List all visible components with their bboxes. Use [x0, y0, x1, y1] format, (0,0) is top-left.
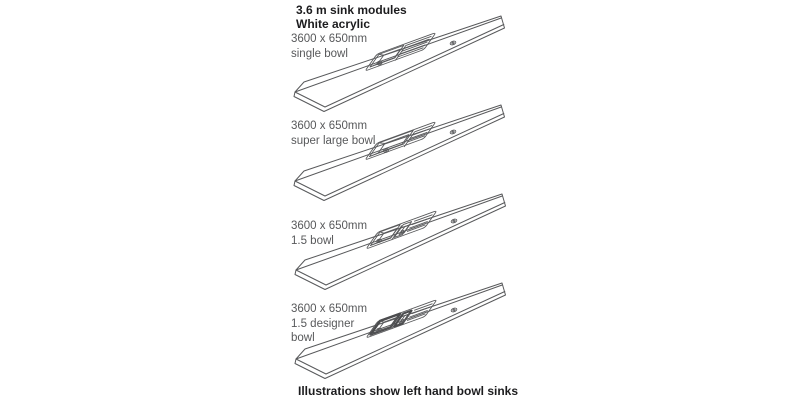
worktop-back-edge — [295, 107, 501, 181]
illustration-one-and-half-bowl — [295, 192, 510, 294]
illustration-single-bowl — [294, 14, 509, 116]
module-2-size: 3600 x 650mm — [291, 120, 368, 132]
illustration-super-large-bowl — [294, 103, 509, 205]
worktop-outline — [295, 283, 506, 379]
module-4-size: 3600 x 650mm — [291, 303, 368, 315]
worktop-back-edge — [295, 18, 501, 92]
module-4-type-line2: bowl — [291, 332, 315, 344]
footer-caption: Illustrations show left hand bowl sinks — [298, 384, 519, 398]
module-2-type: super large bowl — [291, 134, 376, 147]
page-title-line1: 3.6 m sink modules — [296, 3, 407, 17]
module-1-size: 3600 x 650mm — [291, 33, 368, 45]
module-3-type: 1.5 bowl — [291, 234, 334, 247]
module-3-size: 3600 x 650mm — [291, 220, 368, 232]
illustration-one-and-half-designer-bowl — [295, 281, 510, 383]
worktop-back-edge — [296, 196, 502, 270]
worktop-outline — [294, 16, 505, 112]
module-4-type: 1.5 designer — [291, 317, 355, 330]
worktop-back-edge — [296, 285, 502, 359]
worktop-outline — [294, 105, 505, 201]
worktop-outline — [295, 194, 506, 290]
module-1-type: single bowl — [291, 47, 348, 60]
page-title-line2: White acrylic — [296, 17, 371, 31]
